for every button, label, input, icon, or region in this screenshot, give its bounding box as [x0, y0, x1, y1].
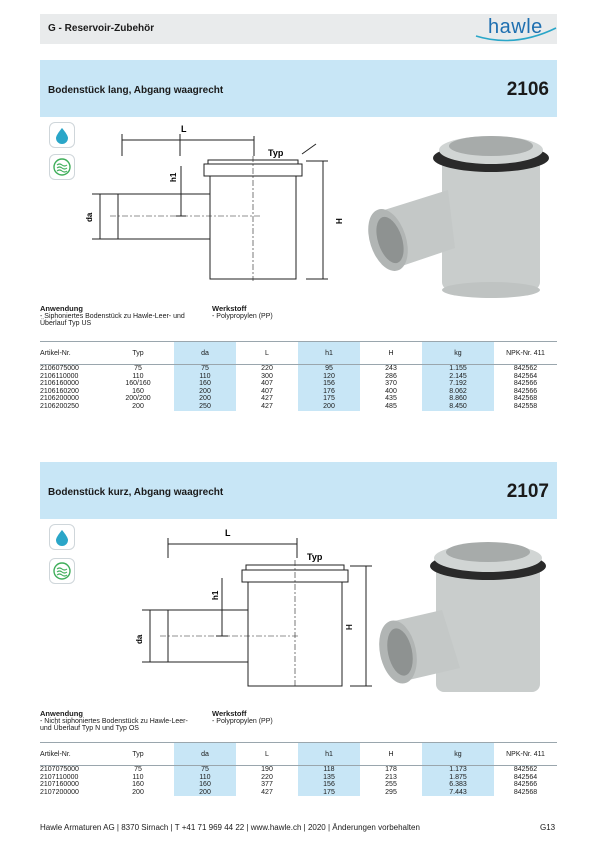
table-cell: 286	[385, 372, 397, 380]
table-cell: 2106200250	[40, 402, 79, 410]
table-cell: 200	[174, 388, 236, 396]
table-row	[40, 395, 557, 403]
table-cell: 2107200000	[40, 788, 79, 796]
product-header-2107	[40, 462, 557, 518]
table-cell: 75	[174, 365, 236, 373]
product-number: 2106	[506, 79, 549, 100]
werkstoff-line: - Polypropylen (PP)	[212, 313, 273, 320]
werkstoff-line: - Polypropylen (PP)	[212, 718, 273, 725]
anwendung-heading: Anwendung	[40, 304, 83, 313]
table-cell: 156	[298, 781, 360, 789]
waves-icon	[49, 154, 75, 180]
table-cell: 427	[261, 395, 273, 403]
table-cell: 842562	[513, 766, 538, 773]
waves-icon	[49, 558, 75, 584]
column-header: h1	[298, 743, 360, 766]
table-cell: 243	[385, 365, 397, 372]
dim-da: da	[85, 212, 94, 222]
table-cell: 842562	[513, 365, 538, 372]
table-cell: 842566	[513, 387, 538, 395]
spec-table-2107	[40, 742, 557, 796]
table-cell: 1.155	[422, 365, 494, 373]
table-cell: 427	[261, 788, 273, 796]
table-cell: 2106160000	[40, 380, 79, 388]
table-cell: 75	[134, 365, 142, 372]
table-cell: 7.192	[422, 380, 494, 388]
product-number: 2107	[506, 481, 549, 502]
product-figure-2107	[40, 518, 557, 708]
table-cell: 175	[298, 789, 360, 797]
column-header: L	[236, 743, 298, 766]
table-cell: 200/200	[125, 395, 151, 403]
table-cell: 295	[385, 788, 397, 796]
werkstoff-heading: Werkstoff	[212, 304, 247, 313]
table-cell: 75	[134, 766, 142, 773]
anwendung-line: - Siphoniertes Bodenstück zu Hawle-Leer- und	[40, 313, 185, 320]
table-row	[40, 774, 557, 782]
table-cell: 160	[174, 781, 236, 789]
table-cell: 485	[385, 402, 397, 410]
anwendung-heading: Anwendung	[40, 709, 83, 718]
table-cell: 377	[261, 781, 273, 789]
table-cell: 176	[298, 388, 360, 396]
table-cell: 110	[132, 372, 144, 380]
water-drop-icon	[49, 524, 75, 550]
table-cell: 190	[261, 766, 273, 773]
column-header: da	[174, 342, 236, 365]
table-cell: 435	[385, 395, 397, 403]
product-photo	[360, 120, 556, 300]
column-header: H	[360, 743, 422, 766]
table-cell: 8.062	[422, 388, 494, 396]
dim-h1: h1	[211, 590, 220, 600]
anwendung-block	[40, 304, 185, 327]
table-row	[40, 373, 557, 381]
table-cell: 160/160	[125, 380, 151, 388]
table-row	[40, 365, 557, 373]
technical-drawing	[80, 116, 344, 306]
water-drop-icon	[49, 122, 75, 148]
table-cell: 200	[132, 402, 144, 410]
table-cell: 370	[385, 380, 397, 388]
table-cell: 6.383	[422, 781, 494, 789]
column-header: NPK-Nr. 411	[494, 743, 557, 766]
table-cell: 1.173	[422, 766, 494, 774]
table-cell: 2106160200	[40, 387, 79, 395]
table-row	[40, 388, 557, 396]
table-cell: 407	[261, 387, 273, 395]
column-header: L	[236, 342, 298, 365]
table-cell: 255	[385, 781, 397, 789]
logo-text: hawle	[488, 16, 543, 38]
column-header: Typ	[102, 743, 174, 766]
table-row	[40, 781, 557, 789]
table-cell: 135	[298, 774, 360, 782]
product-photo	[350, 522, 550, 702]
column-header: kg	[422, 342, 494, 365]
table-cell: 110	[174, 774, 236, 782]
product-figure-2106	[40, 116, 557, 306]
column-header: H	[360, 342, 422, 365]
anwendung-line: Überlauf Typ US	[40, 320, 92, 327]
table-cell: 160	[174, 380, 236, 388]
werkstoff-heading: Werkstoff	[212, 709, 247, 718]
dim-typ: Typ	[307, 552, 323, 562]
werkstoff-block	[212, 304, 273, 320]
table-cell: 8.860	[422, 395, 494, 403]
table-cell: 842564	[513, 372, 538, 380]
table-cell: 220	[261, 773, 273, 781]
section-label: G - Reservoir-Zubehör	[48, 23, 155, 34]
dim-da: da	[135, 634, 144, 644]
table-cell: 160	[132, 781, 144, 789]
table-cell: 1.875	[422, 774, 494, 782]
column-header: Artikel-Nr.	[40, 743, 102, 766]
dim-typ: Typ	[268, 148, 284, 158]
table-cell: 2106110000	[40, 372, 79, 380]
hawle-logo	[470, 14, 560, 44]
table-cell: 110	[174, 373, 236, 381]
table-cell: 8.450	[422, 403, 494, 411]
table-cell: 95	[298, 365, 360, 373]
table-cell: 200	[174, 395, 236, 403]
column-header: kg	[422, 743, 494, 766]
table-cell: 2106200000	[40, 395, 79, 403]
table-cell: 2107160000	[40, 781, 79, 789]
table-cell: 2106075000	[40, 365, 79, 372]
column-header: Artikel-Nr.	[40, 342, 102, 365]
table-cell: 407	[261, 380, 273, 388]
table-row	[40, 380, 557, 388]
column-header: NPK-Nr. 411	[494, 342, 557, 365]
table-cell: 220	[261, 365, 273, 372]
table-row	[40, 766, 557, 774]
product-title: Bodenstück kurz, Abgang waagrecht	[48, 487, 224, 498]
table-cell: 118	[298, 766, 360, 774]
table-cell: 2107110000	[40, 773, 79, 781]
table-cell: 7.443	[422, 789, 494, 797]
table-cell: 110	[132, 773, 144, 781]
table-cell: 156	[298, 380, 360, 388]
table-cell: 842568	[513, 788, 538, 796]
anwendung-block	[40, 709, 188, 732]
anwendung-line: und Überlauf Typ N und Typ OS	[40, 725, 139, 732]
technical-drawing	[80, 518, 340, 708]
column-header: da	[174, 743, 236, 766]
table-row	[40, 403, 557, 411]
table-cell: 200	[298, 403, 360, 411]
table-cell: 842566	[513, 781, 538, 789]
table-cell: 213	[385, 773, 397, 781]
spec-table-2106	[40, 341, 557, 411]
table-cell: 75	[174, 766, 236, 774]
product-header-2106	[40, 60, 557, 116]
dim-h-label-2107: H	[345, 624, 354, 630]
table-cell: 2.145	[422, 373, 494, 381]
table-cell: 178	[385, 766, 397, 773]
table-cell: 200	[132, 788, 144, 796]
table-cell: 2107075000	[40, 766, 79, 773]
table-row	[40, 789, 557, 797]
table-cell: 842568	[513, 395, 538, 403]
table-cell: 160	[132, 387, 144, 395]
table-cell: 300	[261, 372, 273, 380]
dim-l: L	[225, 528, 231, 538]
table-cell: 250	[174, 403, 236, 411]
table-cell: 842558	[513, 402, 538, 410]
dim-h1: h1	[169, 172, 178, 182]
table-cell: 842564	[513, 773, 538, 781]
product-title: Bodenstück lang, Abgang waagrecht	[48, 85, 224, 96]
table-cell: 200	[174, 789, 236, 797]
table-cell: 120	[298, 373, 360, 381]
table-cell: 842566	[513, 380, 538, 388]
dim-h: H	[335, 218, 344, 224]
column-header: Typ	[102, 342, 174, 365]
werkstoff-block	[212, 709, 273, 725]
dim-l: L	[181, 124, 187, 134]
table-cell: 427	[261, 402, 273, 410]
column-header: h1	[298, 342, 360, 365]
table-cell: 400	[385, 387, 397, 395]
footer-text: Hawle Armaturen AG | 8370 Sirnach | T +41 71 969 44 22 | www.hawle.ch | 2020 | Änderungen vorbehalten	[40, 823, 420, 832]
anwendung-line: - Nicht siphoniertes Bodenstück zu Hawle-Leer-	[40, 718, 188, 725]
table-cell: 175	[298, 395, 360, 403]
page-number: G13	[540, 823, 556, 832]
